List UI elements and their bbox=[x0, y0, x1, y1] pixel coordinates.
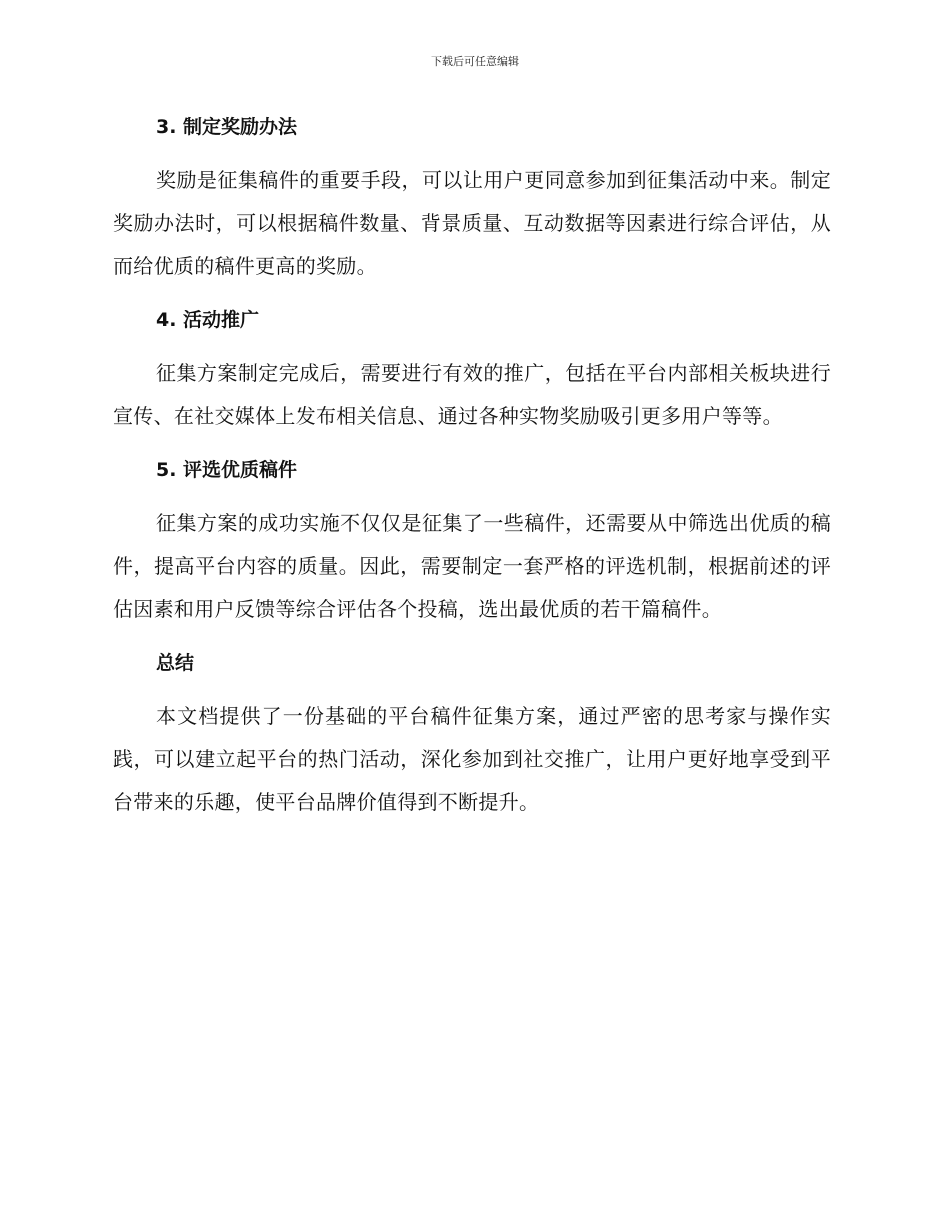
section-paragraph: 本文档提供了一份基础的平台稿件征集方案，通过严密的思考家与操作实践，可以建立起平台的热门活动，深化参加到社交推广，让用户更好地享受到平台带来的乐趣，使平台品牌价值得到不断提升。 bbox=[113, 704, 831, 814]
section-paragraph: 征集方案制定完成后，需要进行有效的推广，包括在平台内部相关板块进行宣传、在社交媒体上发布相关信息、通过各种实物奖励吸引更多用户等等。 bbox=[113, 361, 831, 428]
section-heading: 总结 bbox=[156, 652, 195, 674]
section-heading: 3. 制定奖励办法 bbox=[156, 116, 298, 138]
section-paragraph: 奖励是征集稿件的重要手段，可以让用户更同意参加到征集活动中来。制定奖励办法时，可以根据稿件数量、背景质量、互动数据等因素进行综合评估，从而给优质的稿件更高的奖励。 bbox=[113, 168, 831, 278]
section-reward-rules bbox=[113, 112, 831, 288]
section-heading: 4. 活动推广 bbox=[156, 309, 260, 331]
page-header: 下载后可任意编辑 bbox=[431, 55, 519, 68]
section-heading: 5. 评选优质稿件 bbox=[156, 459, 298, 481]
document-body bbox=[113, 112, 831, 824]
section-paragraph: 征集方案的成功实施不仅仅是征集了一些稿件，还需要从中筛选出优质的稿件，提高平台内容的质量。因此，需要制定一套严格的评选机制，根据前述的评估因素和用户反馈等综合评估各个投稿，选出最优质的若干篇稿件。 bbox=[113, 511, 831, 621]
section-summary bbox=[113, 648, 831, 824]
section-selection bbox=[113, 455, 831, 631]
section-promotion bbox=[113, 305, 831, 438]
